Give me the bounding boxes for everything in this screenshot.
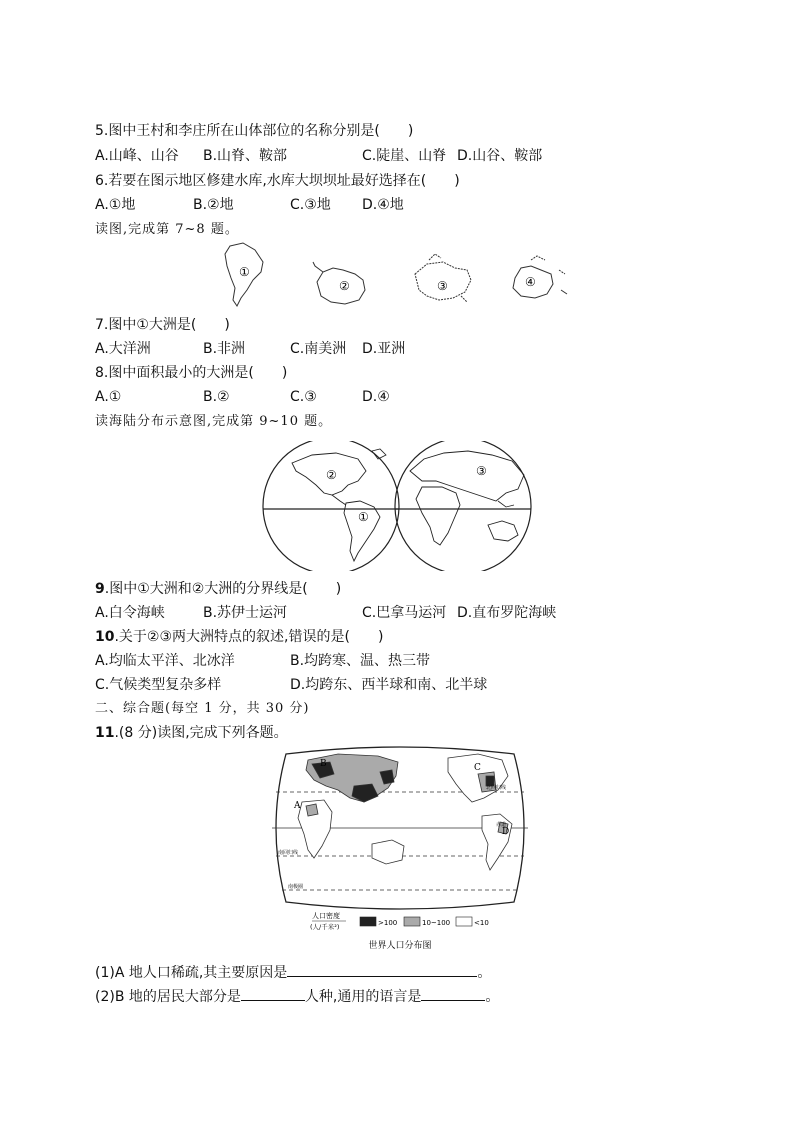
map-legend: [310, 911, 489, 931]
q9-stem: [95, 579, 341, 599]
continent-label-1: ①: [239, 265, 250, 279]
q8-stem: 8.图中面积最小的大洲是( ): [95, 365, 288, 381]
continent-oceania-shape: [513, 256, 567, 298]
map-label-b: B: [320, 759, 327, 769]
q9-option-b: B.苏伊士运河: [203, 605, 288, 621]
world-population-map: [268, 746, 532, 952]
legend-label-low: <10: [474, 919, 489, 927]
q11-2-race-blank[interactable]: [241, 986, 305, 1001]
hemisphere-label-2: ②: [326, 468, 337, 482]
q11-2-suffix: 。: [485, 989, 500, 1005]
q6-option-a: A.①地: [95, 197, 136, 213]
q9-number: 9: [95, 581, 105, 597]
legend-title-unit: (人/千米²): [310, 923, 340, 931]
map-caption: 世界人口分布图: [368, 941, 432, 951]
q7-option-d: D.亚洲: [362, 341, 406, 357]
q6-stem: 6.若要在图示地区修建水库,水库大坝坝址最好选择在( ): [95, 173, 460, 189]
q10-stem-text: .关于②③两大洲特点的叙述,错误的是( ): [114, 629, 384, 645]
intro-9-10: 读海陆分布示意图,完成第 9~10 题。: [95, 414, 333, 429]
label-equator: 赤道: [496, 822, 507, 828]
q5-stem: 5.图中王村和李庄所在山体部位的名称分别是( ): [95, 123, 414, 139]
q11-1-suffix: 。: [477, 965, 492, 981]
q5-option-a: A.山峰、山谷: [95, 148, 179, 164]
legend-swatch-high: [360, 917, 376, 926]
q8-option-d: D.④: [362, 389, 390, 405]
map-label-a: A: [294, 801, 301, 811]
q9-option-d: D.直布罗陀海峡: [457, 605, 557, 621]
q11-number: 11: [95, 725, 115, 741]
q11-2-prefix: (2)B 地的居民大部分是: [95, 989, 241, 1005]
legend-label-mid: 10~100: [422, 919, 451, 927]
q8-option-c: C.③: [290, 389, 317, 405]
continent-asia-shape: [415, 254, 471, 302]
q10-option-c: C.气候类型复杂多样: [95, 677, 222, 693]
legend-swatch-mid: [404, 917, 420, 926]
eastern-hemisphere: [395, 441, 531, 571]
label-tropic-capricorn: 南回归线: [278, 850, 299, 856]
map-label-d: D: [502, 827, 510, 837]
label-tropic-cancer: 北回归线: [486, 785, 507, 791]
q9-option-c: C.巴拿马运河: [362, 605, 447, 621]
q11-1-answer-blank[interactable]: [287, 962, 477, 977]
q11-2-language-blank[interactable]: [421, 986, 485, 1001]
q11-1: [95, 962, 491, 983]
q10-number: 10: [95, 629, 115, 645]
q7-option-b: B.非洲: [203, 341, 246, 357]
q8-option-a: A.①: [95, 389, 122, 405]
legend-title-density: 人口密度: [312, 912, 340, 920]
q7-stem: 7.图中①大洲是( ): [95, 317, 230, 333]
hemisphere-label-3: ③: [476, 464, 487, 478]
q5-option-c: C.陡崖、山脊: [362, 148, 447, 164]
q9-option-a: A.白令海峡: [95, 605, 165, 621]
q11-stem: [95, 723, 288, 743]
q8-option-b: B.②: [203, 389, 230, 405]
q10-option-b: B.均跨寒、温、热三带: [290, 653, 431, 669]
q7-option-c: C.南美洲: [290, 341, 347, 357]
q5-option-b: B.山脊、鞍部: [203, 148, 288, 164]
q11-2: [95, 986, 499, 1007]
q6-option-d: D.④地: [362, 197, 404, 213]
q6-option-c: C.③地: [290, 197, 331, 213]
q9-stem-text: .图中①大洲和②大洲的分界线是( ): [104, 581, 342, 597]
western-hemisphere: [263, 441, 399, 571]
q10-option-d: D.均跨东、西半球和南、北半球: [290, 677, 488, 693]
continents-figure: [215, 240, 580, 310]
continent-label-4: ④: [525, 275, 536, 289]
q11-1-prefix: (1)A 地人口稀疏,其主要原因是: [95, 965, 288, 981]
continent-label-3: ③: [437, 279, 448, 293]
hemispheres-figure: [262, 441, 532, 571]
map-label-c: C: [474, 763, 481, 773]
q10-stem: [95, 627, 383, 647]
legend-label-high: >100: [378, 919, 398, 927]
continent-label-2: ②: [339, 279, 350, 293]
q7-option-a: A.大洋洲: [95, 341, 151, 357]
q11-stem-text: .(8 分)读图,完成下列各题。: [114, 725, 288, 741]
intro-7-8: 读图,完成第 7~8 题。: [95, 222, 239, 237]
q6-option-b: B.②地: [193, 197, 234, 213]
q10-option-a: A.均临太平洋、北冰洋: [95, 653, 235, 669]
legend-swatch-low: [456, 917, 472, 926]
label-antarctic-circle: 南极圈: [288, 884, 304, 890]
q11-2-middle: 人种,通用的语言是: [304, 989, 422, 1005]
section-2-heading: 二、综合题(每空 1 分，共 30 分): [95, 701, 310, 716]
hemisphere-label-1: ①: [358, 510, 369, 524]
q5-option-d: D.山谷、鞍部: [457, 148, 543, 164]
